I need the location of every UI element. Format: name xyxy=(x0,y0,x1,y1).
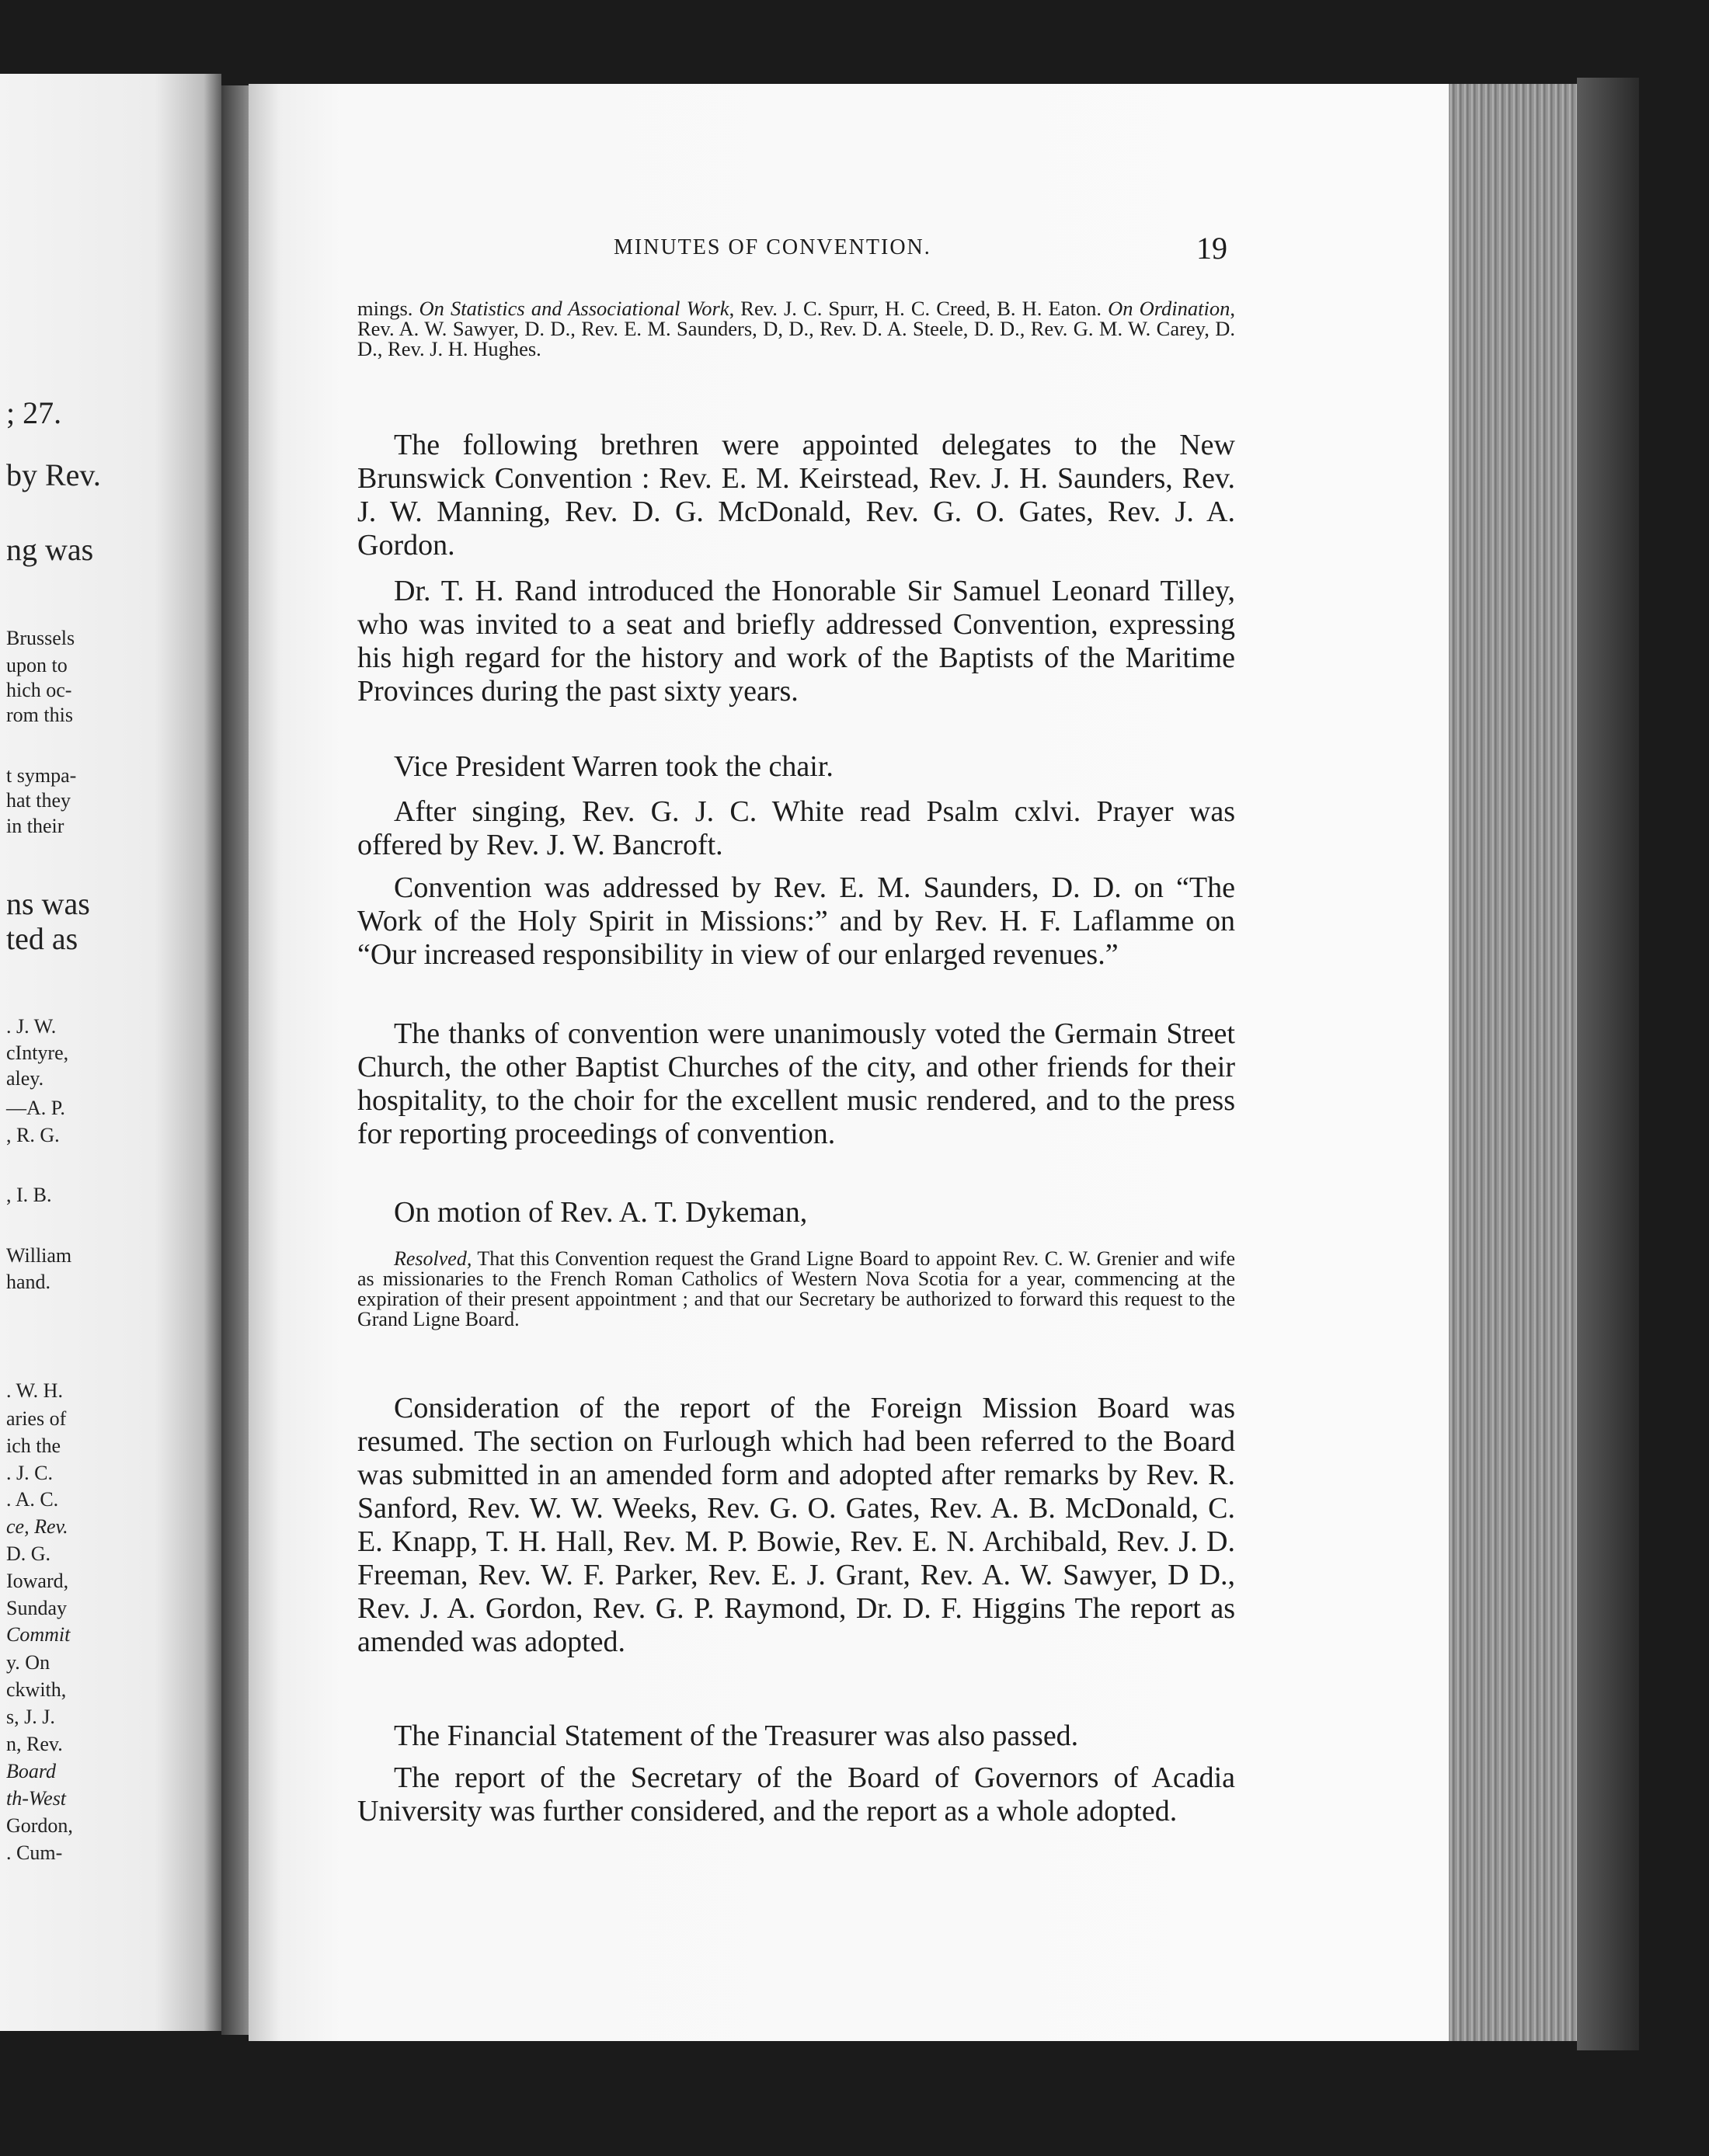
edge-shadow xyxy=(1577,78,1639,2050)
committees-heading: On Statistics and Associational Work xyxy=(419,297,729,320)
committees-heading: On Ordination xyxy=(1108,297,1230,320)
committees-text: mings. xyxy=(357,297,419,320)
left-fragment: ; 27. xyxy=(6,395,62,430)
left-fragment: . Cum- xyxy=(6,1841,63,1864)
tilley-paragraph: Dr. T. H. Rand introduced the Honorable Sir Samuel Leonard Tilley, who was invited to a seat and briefly addressed Convention, expressing his high regard for the history and work of the Baptists of the Maritime Provinces during the past sixty years. xyxy=(357,575,1235,708)
resolution-paragraph xyxy=(357,1249,1235,1330)
left-fragment: . J. W. xyxy=(6,1015,57,1038)
left-fragment: Ioward, xyxy=(6,1570,69,1592)
left-fragment: —A. P. xyxy=(6,1097,65,1119)
left-fragment: . J. C. xyxy=(6,1462,53,1484)
page-edges xyxy=(1449,84,1577,2041)
left-fragment: aley. xyxy=(6,1067,44,1090)
left-fragment: ckwith, xyxy=(6,1678,67,1701)
left-fragment: cIntyre, xyxy=(6,1041,69,1064)
left-fragment: Brussels xyxy=(6,627,75,649)
left-fragment: upon to xyxy=(6,654,68,676)
left-fragment: y. On xyxy=(6,1651,50,1674)
left-fragment: , I. B. xyxy=(6,1184,52,1206)
left-fragment: William xyxy=(6,1244,72,1267)
committees-text: , Rev. A. W. Sawyer, D. D., Rev. E. M. Saunders, D, D., Rev. D. A. Steele, D. D., Rev. G. M. W. Carey, D. D., Rev. J. H. Hughes. xyxy=(357,297,1235,360)
left-fragment: ns was xyxy=(6,886,90,921)
page-number: 19 xyxy=(1196,231,1227,266)
committees-paragraph xyxy=(357,298,1235,359)
left-fragment: hich oc- xyxy=(6,679,72,701)
left-fragment: , R. G. xyxy=(6,1124,60,1146)
left-fragment: th-West xyxy=(6,1787,67,1810)
left-fragment: ich the xyxy=(6,1434,61,1457)
left-fragment: ng was xyxy=(6,532,94,567)
left-fragment: hand. xyxy=(6,1271,51,1293)
left-fragment: . A. C. xyxy=(6,1488,59,1511)
left-fragment: by Rev. xyxy=(6,457,101,492)
singing-paragraph: After singing, Rev. G. J. C. White read Psalm cxlvi. Prayer was offered by Rev. J. W. Bancroft. xyxy=(357,795,1235,861)
left-fragment: ted as xyxy=(6,921,78,956)
acadia-paragraph: The report of the Secretary of the Board of Governors of Acadia University was further considered, and the report as a whole adopted. xyxy=(357,1761,1235,1827)
left-fragment: aries of xyxy=(6,1407,67,1430)
left-fragment: . W. H. xyxy=(6,1379,63,1402)
left-fragment: ce, Rev. xyxy=(6,1515,68,1538)
left-fragment: s, J. J. xyxy=(6,1706,55,1728)
thanks-paragraph: The thanks of convention were unanimously voted the Germain Street Church, the other Baptist Churches of the city, and other friends for their hospitality, to the choir for the excellent music rendered, and to the press for reporting proceedings of convention. xyxy=(357,1017,1235,1150)
left-fragment: Gordon, xyxy=(6,1814,73,1837)
warren-paragraph: Vice President Warren took the chair. xyxy=(394,750,834,783)
left-fragment: in their xyxy=(6,815,64,837)
resolution-text: That this Convention request the Grand Ligne Board to appoint Rev. C. W. Grenier and wife as missionaries to the French Roman Catholics of Western Nova Scotia for a year, commencing at the expiration of their present appointment ; and that our Secretary be authorized to forward this request to the Grand Ligne Board. xyxy=(357,1247,1235,1330)
addresses-paragraph: Convention was addressed by Rev. E. M. Saunders, D. D. on “The Work of the Holy Spirit in Missions:” and by Rev. H. F. Laflamme on “Our increased responsibility in view of our enlarged revenues.” xyxy=(357,871,1235,971)
running-title: MINUTES OF CONVENTION. xyxy=(614,235,931,259)
financial-paragraph: The Financial Statement of the Treasurer was also passed. xyxy=(394,1720,1079,1752)
left-fragment: Board xyxy=(6,1760,57,1782)
left-fragment: D. G. xyxy=(6,1542,51,1565)
motion-paragraph: On motion of Rev. A. T. Dykeman, xyxy=(394,1196,808,1229)
left-fragment: n, Rev. xyxy=(6,1733,63,1755)
committees-text: , Rev. J. C. Spurr, H. C. Creed, B. H. Eaton. xyxy=(729,297,1109,320)
left-fragment: Sunday xyxy=(6,1597,67,1619)
delegates-paragraph: The following brethren were appointed delegates to the New Brunswick Convention : Rev. E. M. Keirstead, Rev. J. H. Saunders, Rev. J. W. Manning, Rev. D. G. McDonald, Rev. G. O. Gates, Rev. J. A. Gordon. xyxy=(357,429,1235,562)
foreign-mission-paragraph: Consideration of the report of the Foreign Mission Board was resumed. The section on Furlough which had been referred to the Board was submitted in an amended form and adopted after remarks by Rev. R. Sanford, Rev. W. W. Weeks, Rev. G. O. Gates, Rev. A. B. McDonald, C. E. Knapp, T. H. Hall, Rev. M. P. Bowie, Rev. E. N. Archibald, Rev. J. D. Freeman, Rev. W. F. Parker, Rev. E. J. Grant, Rev. A. W. Sawyer, D D., Rev. J. A. Gordon, Rev. G. P. Raymond, Dr. D. F. Higgins The report as amended was adopted. xyxy=(357,1392,1235,1658)
left-fragment: hat they xyxy=(6,789,71,812)
left-fragment: rom this xyxy=(6,704,73,726)
left-fragment: Commit xyxy=(6,1623,71,1646)
resolution-label: Resolved, xyxy=(394,1247,472,1270)
left-fragment: t sympa- xyxy=(6,764,77,787)
